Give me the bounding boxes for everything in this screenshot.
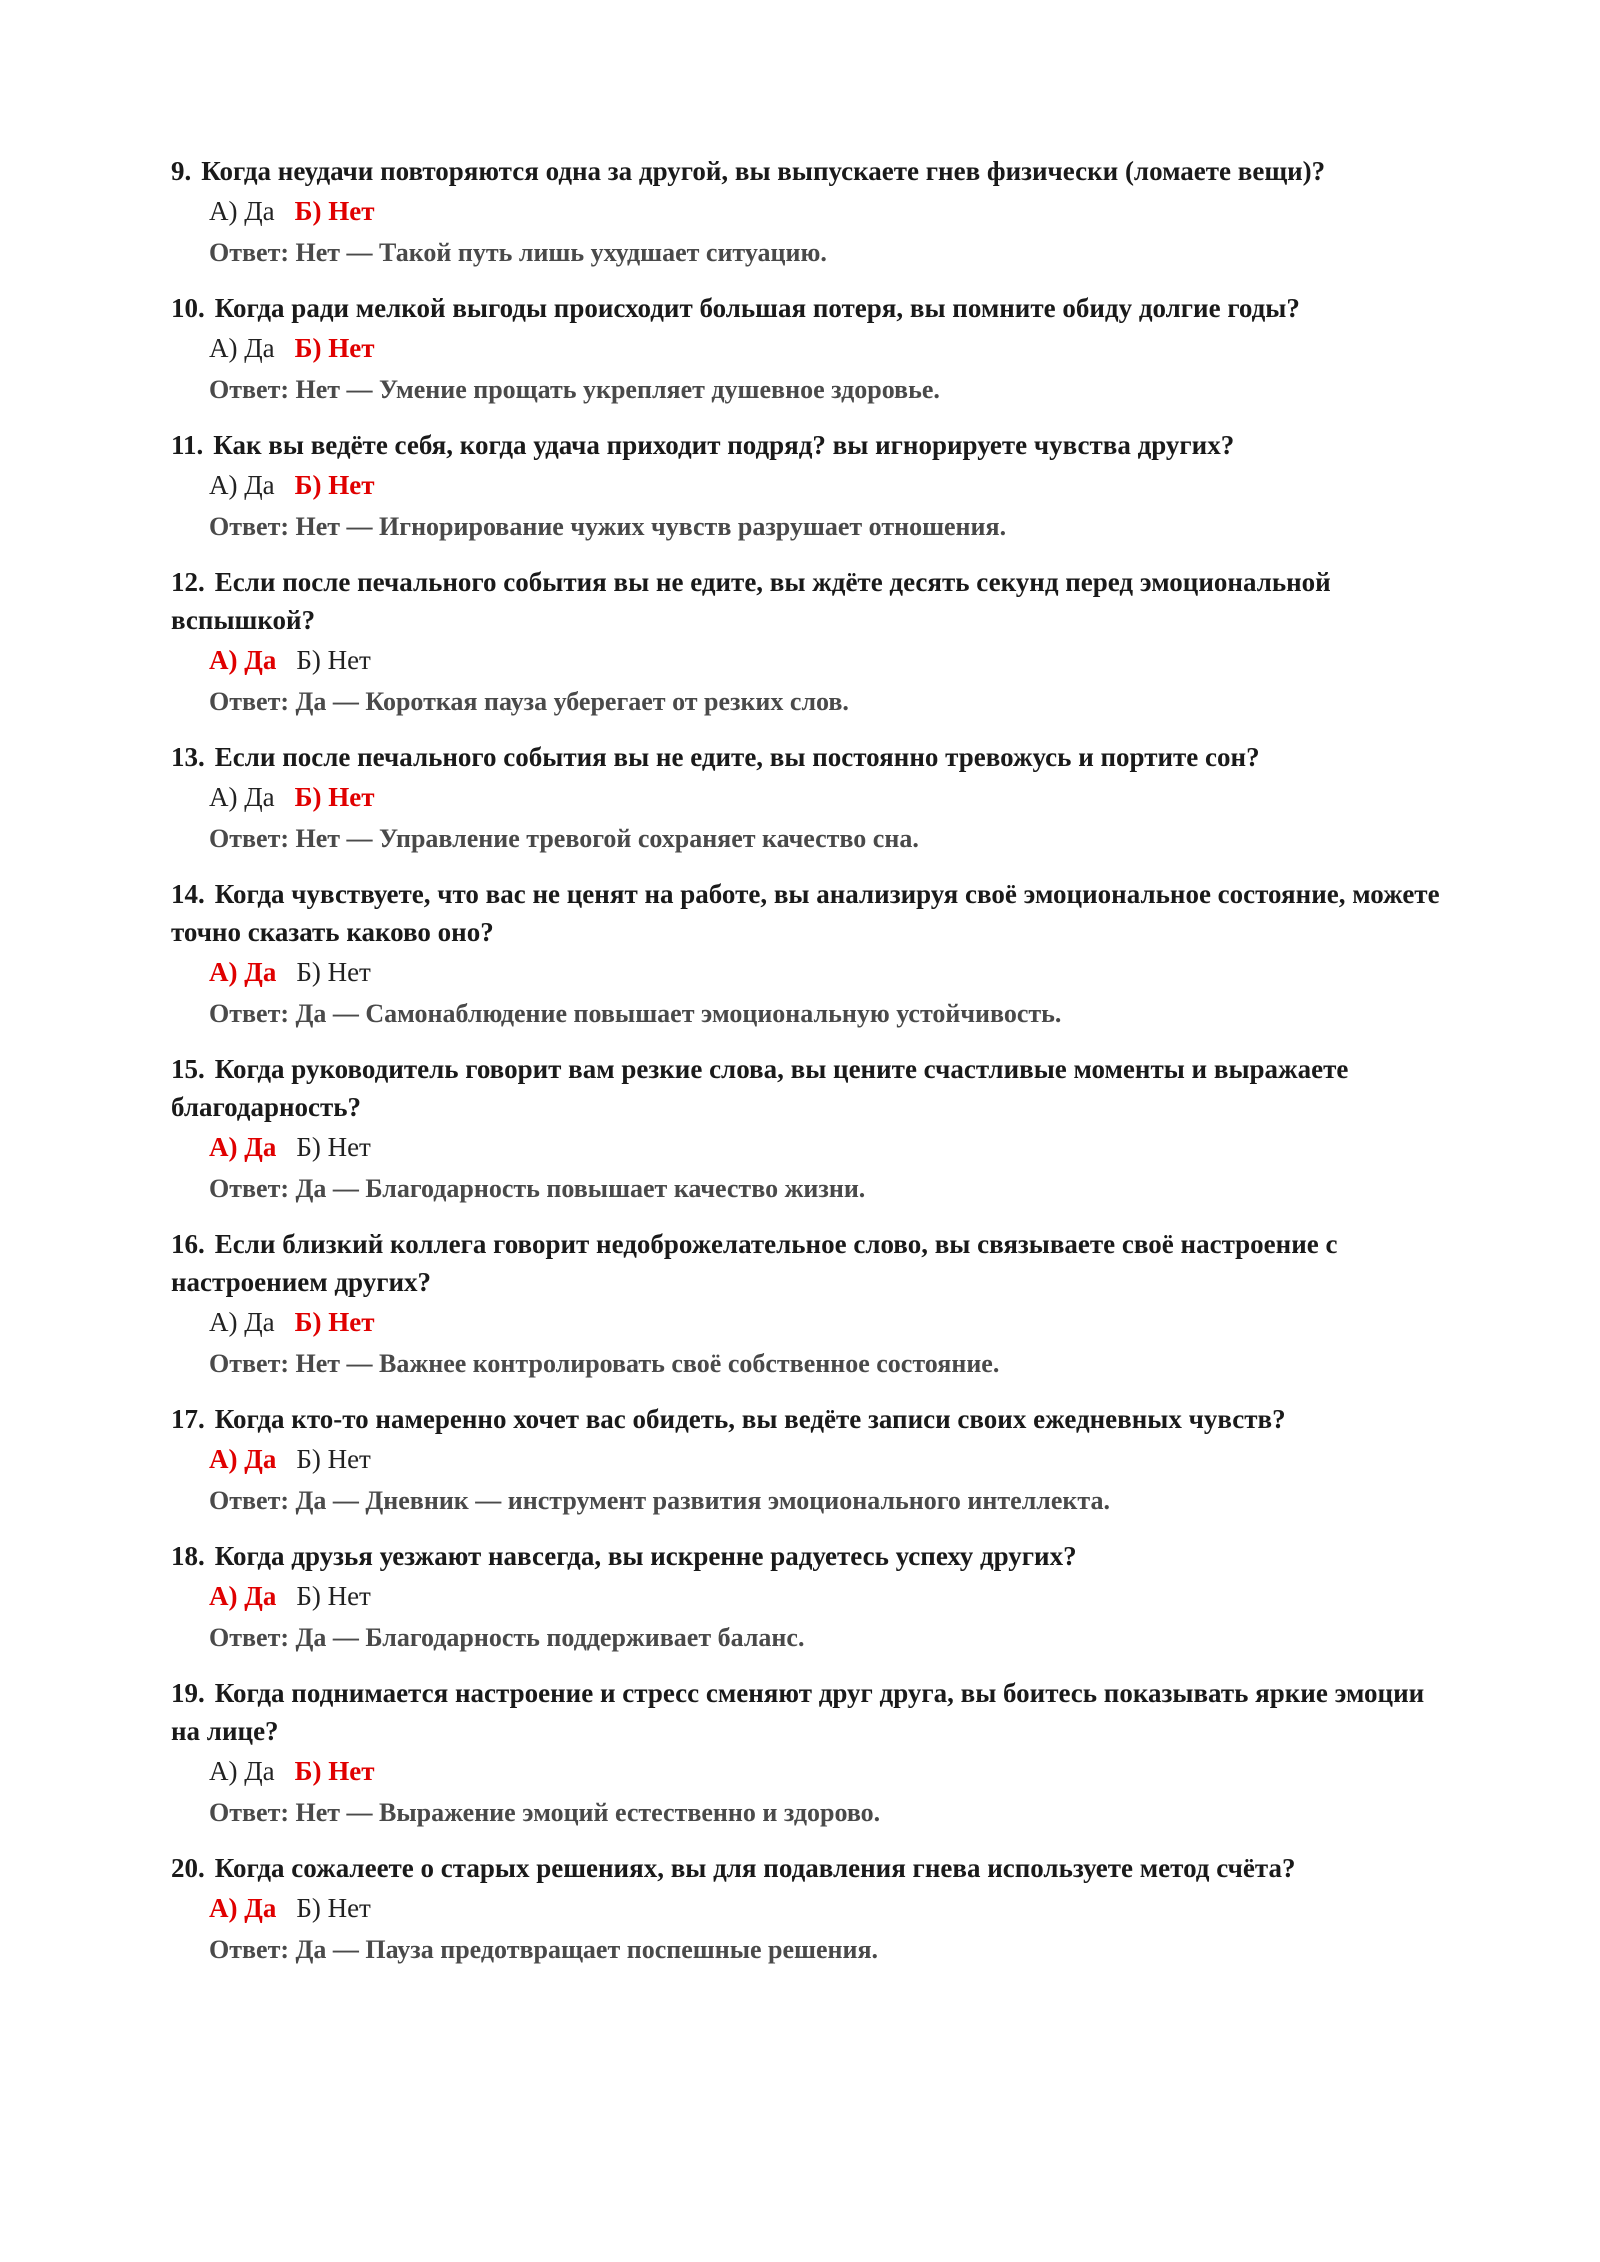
- question-text: Если после печального события вы не едите, вы постоянно тревожусь и портите сон?: [214, 742, 1260, 772]
- answer-line: Ответ: Нет — Управление тревогой сохраняет качество сна.: [209, 824, 919, 853]
- question-number: 18.: [171, 1541, 205, 1571]
- question-text-line: [171, 1849, 1441, 1887]
- question-number: 12.: [171, 567, 205, 597]
- option-a[interactable]: А) Да: [209, 1581, 277, 1611]
- option-b[interactable]: Б) Нет: [294, 196, 375, 226]
- option-a[interactable]: А) Да: [209, 957, 277, 987]
- option-a[interactable]: А) Да: [209, 1132, 277, 1162]
- options-row: [171, 639, 1441, 681]
- option-a[interactable]: А) Да: [209, 1756, 275, 1786]
- question-item: [171, 426, 1441, 548]
- option-a[interactable]: А) Да: [209, 645, 277, 675]
- question-item: [171, 875, 1441, 1035]
- question-text: Если после печального события вы не едите, вы ждёте десять секунд перед эмоциональной вспышкой?: [171, 567, 1331, 635]
- question-text: Когда друзья уезжают навсегда, вы искренне радуетесь успеху других?: [214, 1541, 1077, 1571]
- option-a[interactable]: А) Да: [209, 470, 275, 500]
- question-text: Когда сожалеете о старых решениях, вы для подавления гнева используете метод счёта?: [214, 1853, 1296, 1883]
- question-item: [171, 563, 1441, 723]
- question-number: 9.: [171, 156, 192, 186]
- option-a[interactable]: А) Да: [209, 1893, 277, 1923]
- answer-line: Ответ: Нет — Такой путь лишь ухудшает ситуацию.: [209, 238, 827, 267]
- question-item: [171, 1537, 1441, 1659]
- question-number: 13.: [171, 742, 205, 772]
- option-a[interactable]: А) Да: [209, 333, 275, 363]
- options-row: [171, 464, 1441, 506]
- question-text: Когда поднимается настроение и стресс сменяют друг друга, вы боитесь показывать яркие эмоции на лице?: [171, 1678, 1425, 1746]
- question-text: Когда чувствуете, что вас не ценят на работе, вы анализируя своё эмоциональное состояние, можете точно сказать каково оно?: [171, 879, 1440, 947]
- question-text: Когда руководитель говорит вам резкие слова, вы цените счастливые моменты и выражаете благодарность?: [171, 1054, 1349, 1122]
- answer-line: Ответ: Да — Короткая пауза уберегает от резких слов.: [209, 687, 849, 716]
- question-text: Когда ради мелкой выгоды происходит большая потеря, вы помните обиду долгие годы?: [214, 293, 1300, 323]
- options-row: [171, 327, 1441, 369]
- question-item: [171, 1849, 1441, 1971]
- question-text-line: [171, 289, 1441, 327]
- question-number: 16.: [171, 1229, 205, 1259]
- question-item: [171, 738, 1441, 860]
- options-row: [171, 1575, 1441, 1617]
- question-item: [171, 1674, 1441, 1834]
- question-text-line: [171, 1400, 1441, 1438]
- question-number: 10.: [171, 293, 205, 323]
- option-a[interactable]: А) Да: [209, 782, 275, 812]
- answer-line: Ответ: Да — Благодарность повышает качество жизни.: [209, 1174, 866, 1203]
- option-b[interactable]: Б) Нет: [294, 1307, 375, 1337]
- question-text-line: [171, 875, 1441, 951]
- question-text: Когда кто-то намеренно хочет вас обидеть, вы ведёте записи своих ежедневных чувств?: [214, 1404, 1286, 1434]
- option-b[interactable]: Б) Нет: [294, 1756, 375, 1786]
- answer-line: Ответ: Нет — Умение прощать укрепляет душевное здоровье.: [209, 375, 940, 404]
- option-a[interactable]: А) Да: [209, 1444, 277, 1474]
- question-text: Если близкий коллега говорит недоброжелательное слово, вы связываете своё настроение с настроением других?: [171, 1229, 1338, 1297]
- answer-line: Ответ: Да — Дневник — инструмент развития эмоционального интеллекта.: [209, 1486, 1110, 1515]
- question-text-line: [171, 152, 1441, 190]
- question-item: [171, 152, 1441, 274]
- question-item: [171, 1225, 1441, 1385]
- question-text-line: [171, 1225, 1441, 1301]
- answer-line: Ответ: Нет — Игнорирование чужих чувств разрушает отношения.: [209, 512, 1007, 541]
- answer-line: Ответ: Да — Благодарность поддерживает баланс.: [209, 1623, 805, 1652]
- question-item: [171, 1400, 1441, 1522]
- question-text-line: [171, 426, 1441, 464]
- options-row: [171, 1750, 1441, 1792]
- answer-line: Ответ: Да — Самонаблюдение повышает эмоциональную устойчивость.: [209, 999, 1062, 1028]
- question-text: Когда неудачи повторяются одна за другой, вы выпускаете гнев физически (ломаете вещи)?: [201, 156, 1326, 186]
- option-b[interactable]: Б) Нет: [296, 1132, 371, 1162]
- option-a[interactable]: А) Да: [209, 196, 275, 226]
- options-row: [171, 1301, 1441, 1343]
- answer-line: Ответ: Нет — Важнее контролировать своё собственное состояние.: [209, 1349, 1000, 1378]
- option-b[interactable]: Б) Нет: [296, 1893, 371, 1923]
- options-row: [171, 190, 1441, 232]
- option-b[interactable]: Б) Нет: [296, 645, 371, 675]
- question-text: Как вы ведёте себя, когда удача приходит подряд? вы игнорируете чувства других?: [213, 430, 1235, 460]
- option-b[interactable]: Б) Нет: [294, 333, 375, 363]
- question-number: 19.: [171, 1678, 205, 1708]
- options-row: [171, 776, 1441, 818]
- question-number: 17.: [171, 1404, 205, 1434]
- answer-line: Ответ: Да — Пауза предотвращает поспешные решения.: [209, 1935, 879, 1964]
- question-text-line: [171, 563, 1441, 639]
- options-row: [171, 1887, 1441, 1929]
- option-a[interactable]: А) Да: [209, 1307, 275, 1337]
- options-row: [171, 951, 1441, 993]
- question-item: [171, 289, 1441, 411]
- option-b[interactable]: Б) Нет: [296, 957, 371, 987]
- option-b[interactable]: Б) Нет: [296, 1581, 371, 1611]
- answer-line: Ответ: Нет — Выражение эмоций естественно и здорово.: [209, 1798, 881, 1827]
- question-number: 20.: [171, 1853, 205, 1883]
- question-item: [171, 1050, 1441, 1210]
- option-b[interactable]: Б) Нет: [294, 782, 375, 812]
- option-b[interactable]: Б) Нет: [294, 470, 375, 500]
- question-text-line: [171, 738, 1441, 776]
- question-text-line: [171, 1537, 1441, 1575]
- options-row: [171, 1126, 1441, 1168]
- options-row: [171, 1438, 1441, 1480]
- question-number: 11.: [171, 430, 204, 460]
- question-number: 14.: [171, 879, 205, 909]
- question-number: 15.: [171, 1054, 205, 1084]
- question-list: [171, 152, 1441, 1986]
- option-b[interactable]: Б) Нет: [296, 1444, 371, 1474]
- question-text-line: [171, 1050, 1441, 1126]
- question-text-line: [171, 1674, 1441, 1750]
